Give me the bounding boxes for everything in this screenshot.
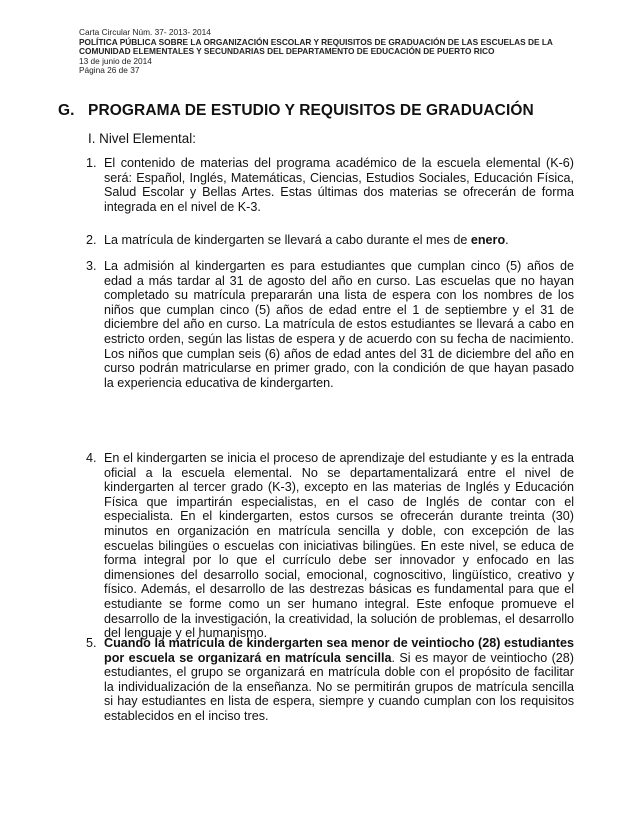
list-item: [86, 636, 574, 724]
list-item-text: En el kindergarten se inicia el proceso de aprendizaje del estudiante y es la entrada oficial a la escuela elemental. No se departamentalizará entre el nivel de kindergarten al tercer grado (K-3), excepto en las materias de Inglés y Educación Física que impartirán especialistas, en el caso de Inglés de contar con el especialista. En el kindergarten, estos cursos se ofrecerán durante treinta (30) minutos en organización en matrícula sencilla y doble, con excepción de las escuelas bilingües o escuelas con iniciativas bilingües. En este nivel, se educa de forma integral por lo que el currículo debe ser innovador y enfocado en las dimensiones del desarrollo social, emocional, cognoscitivo, lingüístico, creativo y físico. Además, el desarrollo de las destrezas básicas es fundamental para que el estudiante se forme como un ser humano integral. Este enfoque promueve el desarrollo de la investigación, la creatividad, la solución de problemas, el desarrollo del lenguaje y el humanismo.: [104, 451, 574, 641]
list-item: [86, 259, 574, 390]
list-item-text-part: .: [505, 233, 509, 247]
list-item: [86, 233, 574, 248]
list-item-number: 2.: [86, 233, 97, 247]
list-item-text: [104, 233, 574, 248]
header-circular-number: Carta Circular Núm. 37- 2013- 2014: [79, 27, 211, 37]
section-title: PROGRAMA DE ESTUDIO Y REQUISITOS DE GRADUACIÓN: [88, 102, 534, 119]
list-item-text-part: . Si es mayor de veintiocho (28) estudiantes, el grupo se organizará en matrícula doble con el propósito de facilitar la individualización de la enseñanza. No se permitirán grupos de matrícula sencilla si hay estudiantes en lista de espera, siempre y cuando cumplan con los requisitos establecidos en el inciso tres.: [104, 650, 574, 723]
section-letter: G.: [58, 102, 75, 119]
list-item-emphasis: enero: [470, 233, 506, 247]
list-item-emphasis: Cuando la matrícula de kindergarten sea menor de veintiocho (28) estudiantes por escuela se organizará en matrícula sencilla: [104, 636, 574, 665]
page-header: [79, 28, 609, 76]
list-item: [86, 451, 574, 641]
list-item-number: 4.: [86, 451, 97, 465]
header-policy-title-cont: COMUNIDAD ELEMENTALES Y SECUNDARIAS DEL DEPARTAMENTO DE EDUCACIÓN DE PUERTO RICO: [79, 46, 495, 57]
list-item-text: La admisión al kindergarten es para estudiantes que cumplan cinco (5) años de edad a más tardar al 31 de agosto del año en curso. Las escuelas que no hayan completado su matrícula prepararán una lista de espera con los nombres de los niños que cumplan cinco (5) años de edad entre el 1 de septiembre y el 31 de diciembre del año en curso. La matrícula de estos estudiantes se llevará a cabo en estricto orden, según las listas de espera y de acuerdo con su fecha de nacimiento. Los niños que cumplan seis (6) años de edad antes del 31 de diciembre del año en curso podrán matricularse en primer grado, con la condición de que hayan pasado la experiencia educativa de kindergarten.: [104, 259, 574, 390]
list-item: [86, 156, 574, 214]
list-item-number: 5.: [86, 636, 97, 650]
list-item-text: El contenido de materias del programa académico de la escuela elemental (K-6) será: Español, Inglés, Matemáticas, Ciencias, Estudios Sociales, Educación Física, Salud Escolar y Bellas Artes. Estas últimas dos materias se ofrecerán de forma integrada en el nivel de K-3.: [104, 156, 574, 214]
subsection-heading: I. Nivel Elemental:: [88, 131, 196, 146]
header-page-number: Página 26 de 37: [79, 65, 140, 76]
list-item-text: [104, 636, 574, 724]
list-item-number: 3.: [86, 259, 97, 273]
section-heading: [58, 102, 534, 120]
header-date: 13 de junio de 2014: [79, 55, 152, 66]
list-item-text-part: La matrícula de kindergarten se llevará a cabo durante el mes de: [104, 233, 471, 247]
header-policy-title: POLÍTICA PÚBLICA SOBRE LA ORGANIZACIÓN ESCOLAR Y REQUISITOS DE GRADUACIÓN DE LAS ESCUELAS DE LA: [79, 36, 553, 47]
list-item-number: 1.: [86, 156, 97, 170]
